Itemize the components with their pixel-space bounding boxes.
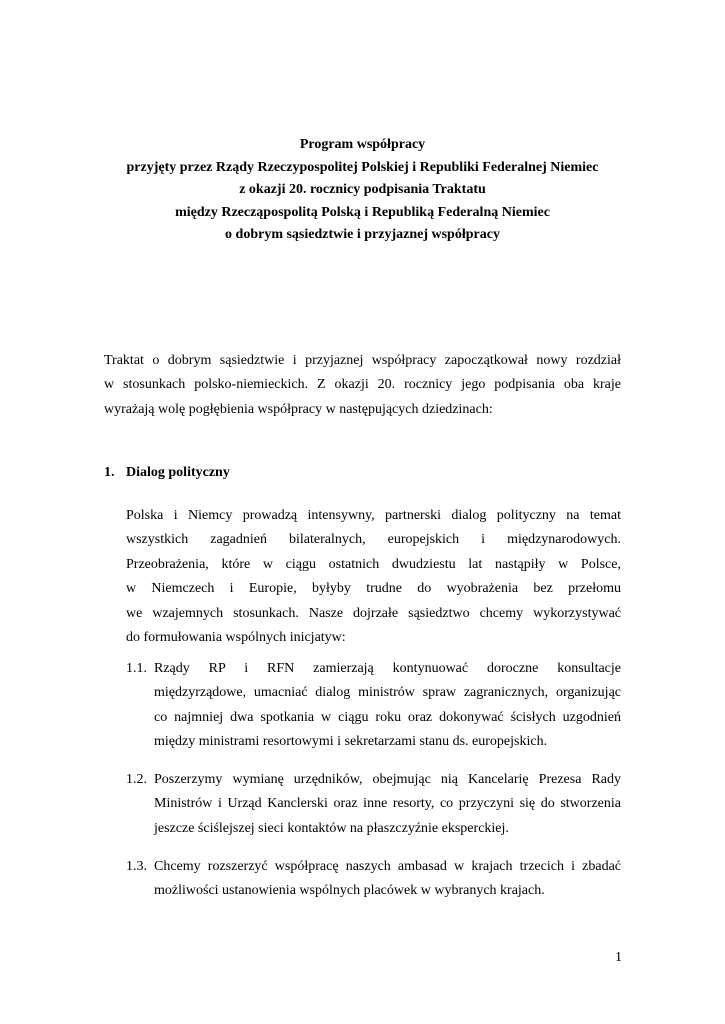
- title-line: Program współpracy: [299, 137, 426, 152]
- section-body-paragraph: [126, 504, 621, 650]
- item-number: 1.3.: [126, 859, 147, 874]
- section-title: Dialog polityczny: [126, 465, 230, 480]
- paragraph-line: w Niemczech i Europie, byłyby trudne do wyobrażenia bez przełomu: [126, 581, 621, 597]
- page-number: 1: [615, 950, 622, 965]
- paragraph-line: Ministrów i Urząd Kanclerski oraz inne resorty, co przyczyni się do stworzenia: [154, 796, 621, 812]
- paragraph-line: Poszerzymy wymianę urzędników, obejmując nią Kancelarię Prezesa Rady: [154, 772, 621, 787]
- list-item: [126, 855, 621, 904]
- item-number: 1.2.: [126, 772, 147, 787]
- list-item: [126, 657, 621, 755]
- paragraph-line: między ministrami resortowymi i sekretarzami stanu ds. europejskich.: [154, 734, 548, 750]
- title-line: z okazji 20. rocznicy podpisania Traktatu: [239, 182, 486, 197]
- paragraph-line: wyrażają wolę pogłębienia współpracy w następujących dziedzinach:: [104, 401, 493, 417]
- paragraph-line: Przeobrażenia, które w ciągu ostatnich dwudziestu lat nastąpiły w Polsce,: [126, 556, 621, 572]
- paragraph-line: co najmniej dwa spotkania w ciągu roku oraz dokonywać ścisłych uzgodnień: [154, 709, 621, 725]
- item-text: [154, 855, 621, 904]
- paragraph-line: Chcemy rozszerzyć współpracę naszych ambasad w krajach trzecich i zbadać: [154, 859, 621, 874]
- section-number: 1.: [104, 465, 115, 480]
- paragraph-line: jeszcze ściślejszej sieci kontaktów na płaszczyźnie eksperckiej.: [154, 820, 509, 836]
- intro-paragraph: [104, 349, 621, 422]
- paragraph-line: w stosunkach polsko-niemieckich. Z okazji 20. rocznicy jego podpisania oba kraje: [104, 377, 621, 393]
- item-text: [154, 768, 621, 841]
- title-line: o dobrym sąsiedztwie i przyjaznej współpracy: [225, 227, 500, 242]
- paragraph-line: we wzajemnych stosunkach. Nasze dojrzałe sąsiedztwo chcemy wykorzystywać: [126, 605, 621, 621]
- item-number: 1.1.: [126, 661, 147, 676]
- paragraph-line: Traktat o dobrym sąsiedztwie i przyjaznej współpracy zapoczątkował nowy rozdział: [104, 353, 621, 368]
- paragraph-line: Rządy RP i RFN zamierzają kontynuować doroczne konsultacje: [154, 661, 621, 676]
- section-heading: [104, 462, 230, 484]
- list-item: [126, 768, 621, 841]
- title-line: przyjęty przez Rządy Rzeczypospolitej Polskiej i Republiki Federalnej Niemiec: [126, 159, 599, 175]
- paragraph-line: możliwości ustanowienia wspólnych placówek w wybranych krajach.: [154, 883, 545, 899]
- paragraph-line: wszystkich zagadnień bilateralnych, europejskich i międzynarodowych.: [126, 532, 621, 548]
- paragraph-line: do formułowania wspólnych inicjatyw:: [126, 630, 346, 646]
- paragraph-line: międzyrządowe, umacniać dialog ministrów spraw zagranicznych, organizując: [154, 685, 621, 701]
- paragraph-line: Polska i Niemcy prowadzą intensywny, partnerski dialog polityczny na temat: [126, 508, 621, 523]
- document-title: [90, 134, 635, 247]
- title-line: między Rzecząpospolitą Polską i Republiką Federalną Niemiec: [175, 204, 550, 220]
- item-text: [154, 657, 621, 755]
